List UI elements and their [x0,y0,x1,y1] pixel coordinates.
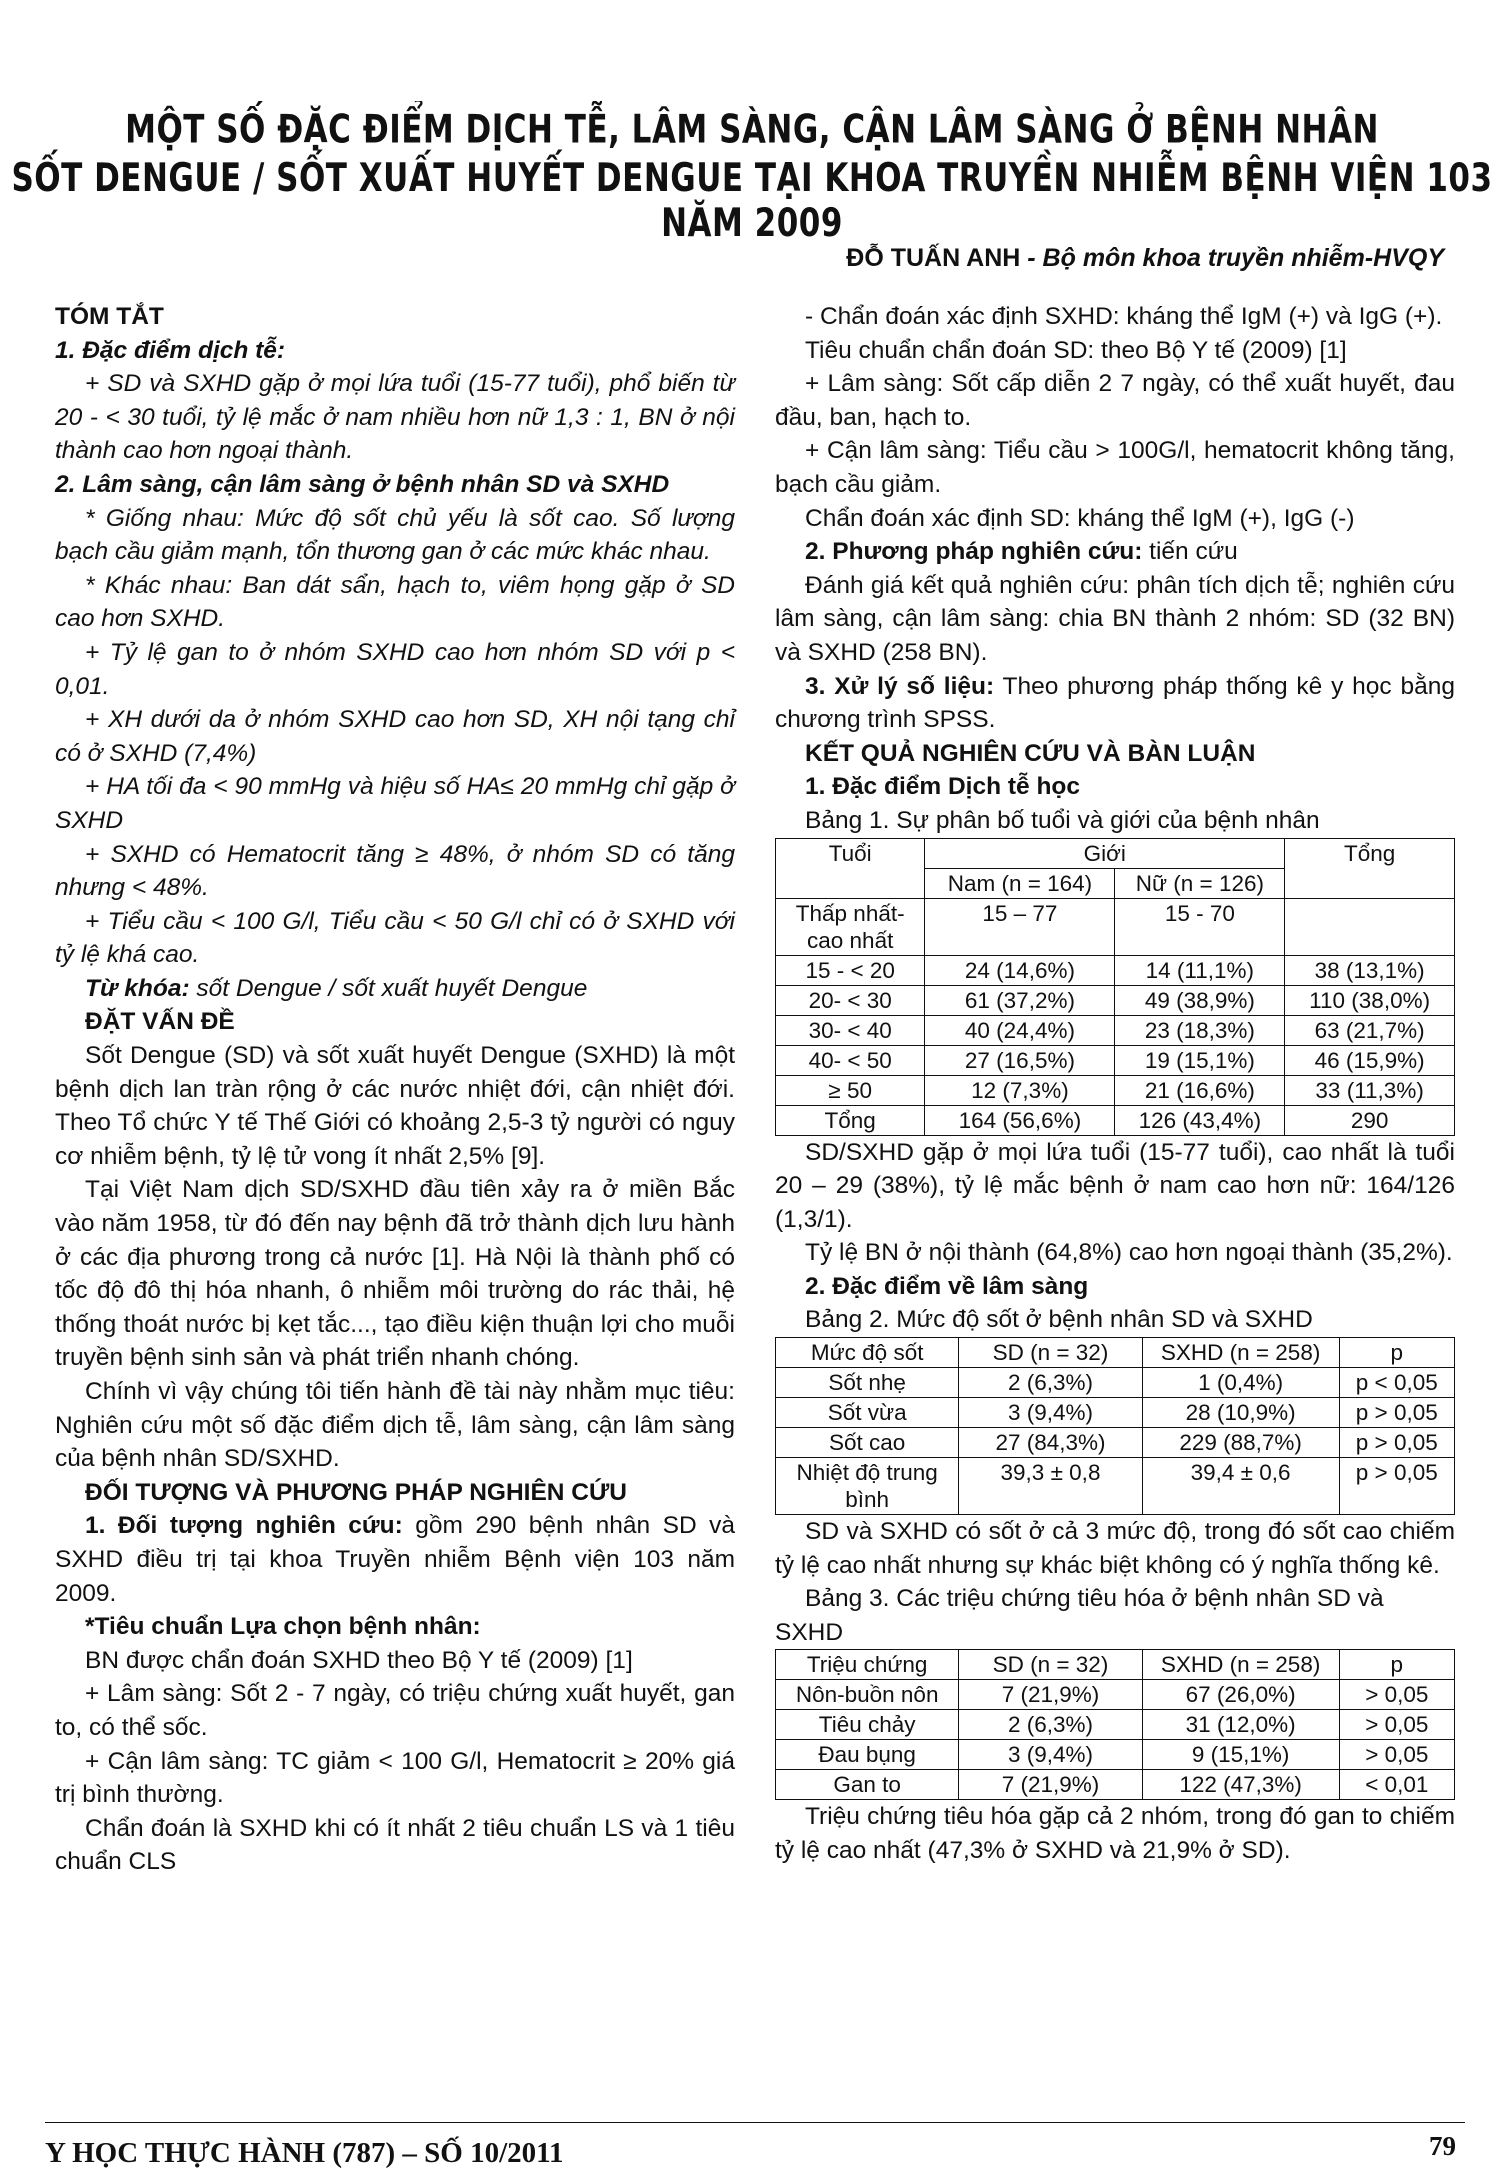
table-header-cell: p [1339,1338,1454,1368]
table-row [776,985,1455,1015]
table-row [776,1710,1455,1740]
table-cell: 39,3 ± 0,8 [959,1458,1142,1515]
paragraph: Triệu chứng tiêu hóa gặp cả 2 nhóm, trong đó gan to chiếm tỷ lệ cao nhất (47,3% ở SXHD và 21,9% ở SD). [775,1803,1455,1865]
table-cell: 21 (16,6%) [1115,1075,1285,1105]
table-row [776,1105,1455,1135]
table-cell: 14 (11,1%) [1115,955,1285,985]
table-2 [775,1337,1455,1515]
table-cell: Gan to [776,1770,959,1800]
table-cell: 2 (6,3%) [959,1368,1142,1398]
bold-lead: 2. Phương pháp nghiên cứu: [805,538,1143,566]
table-cell: 23 (18,3%) [1115,1015,1285,1045]
table-header-row [776,1338,1455,1368]
right-mid-text-1 [775,1136,1455,1304]
table-header-cell: SD (n = 32) [959,1338,1142,1368]
author [846,244,1444,273]
table-cell: > 0,05 [1339,1710,1454,1740]
paragraph: ĐẶT VẤN ĐỀ [85,1008,235,1036]
table-cell: ≥ 50 [776,1075,925,1105]
paragraph: KẾT QUẢ NGHIÊN CỨU VÀ BÀN LUẬN [805,739,1256,767]
table-cell: p > 0,05 [1339,1428,1454,1458]
table-cell: Đau bụng [776,1740,959,1770]
table-row [776,1075,1455,1105]
table-cell: 20- < 30 [776,985,925,1015]
table-cell: 49 (38,9%) [1115,985,1285,1015]
paragraph: * Khác nhau: Ban dát sẩn, hạch to, viêm họng gặp ở SD cao hơn SXHD. [55,571,735,633]
table-cell: 30- < 40 [776,1015,925,1045]
paragraph: TÓM TẮT [55,303,164,330]
paragraph: BN được chẩn đoán SXHD theo Bộ Y tế (2009) [1] [85,1646,633,1674]
paragraph: SD và SXHD có sốt ở cả 3 mức độ, trong đó sốt cao chiếm tỷ lệ cao nhất nhưng sự khác biệt không có ý nghĩa thống kê. [775,1518,1455,1579]
table-cell: 63 (21,7%) [1285,1015,1455,1045]
paragraph: *Tiêu chuẩn Lựa chọn bệnh nhân: [85,1613,481,1641]
paragraph: - Chẩn đoán xác định SXHD: kháng thể IgM (+) và IgG (+). [805,303,1443,330]
table-row [776,1770,1455,1800]
paragraph: + SD và SXHD gặp ở mọi lứa tuổi (15-77 tuổi), phổ biến từ 20 - < 30 tuổi, tỷ lệ mắc ở nam nhiều hơn nữ 1,3 : 1, BN ở nội thành cao hơn ngoại thành. [55,370,735,465]
table-header-cell: p [1339,1650,1454,1680]
table-header-cell: SD (n = 32) [959,1650,1142,1680]
table-row [776,1368,1455,1398]
table-row [776,1740,1455,1770]
paragraph: + Tỷ lệ gan to ở nhóm SXHD cao hơn nhóm SD với p < 0,01. [55,638,735,700]
table-cell: 126 (43,4%) [1115,1105,1285,1135]
paragraph: Đánh giá kết quả nghiên cứu: phân tích dịch tễ; nghiên cứu lâm sàng, cận lâm sàng: chia BN thành 2 nhóm: SD (32 BN) và SXHD (258 BN). [775,571,1455,666]
paragraph: Chính vì vậy chúng tôi tiến hành đề tài này nhằm mục tiêu: Nghiên cứu một số đặc điểm dịch tễ, lâm sàng, cận lâm sàng của bệnh nhân SD/SXHD. [55,1378,735,1473]
table-header-cell: Triệu chứng [776,1650,959,1680]
bold-lead: 1. Đối tượng nghiên cứu: [85,1512,403,1540]
paragraph: Chẩn đoán là SXHD khi có ít nhất 2 tiêu chuẩn LS và 1 tiêu chuẩn CLS [55,1814,735,1876]
paragraph: Tỷ lệ BN ở nội thành (64,8%) cao hơn ngoại thành (35,2%). [805,1239,1453,1267]
right-top-text [775,300,1455,804]
table-cell: 33 (11,3%) [1285,1075,1455,1105]
table-cell: Nhiệt độ trung bình [776,1458,959,1515]
table-cell: 27 (84,3%) [959,1428,1142,1458]
table-cell: 15 - < 20 [776,955,925,985]
table-cell: 40 (24,4%) [925,1015,1115,1045]
paragraph: + SXHD có Hematocrit tăng ≥ 48%, ở nhóm SD có tăng nhưng < 48%. [55,840,735,902]
left-column [55,300,735,1879]
bold-lead: 3. Xử lý số liệu: [805,672,995,700]
paragraph-text: tiến cứu [1142,538,1238,566]
table-3 [775,1649,1455,1800]
table-header-cell: SXHD (n = 258) [1142,1650,1339,1680]
paragraph: + HA tối đa < 90 mmHg và hiệu số HA≤ 20 mmHg chỉ gặp ở SXHD [55,773,735,834]
table-cell: Tiêu chảy [776,1710,959,1740]
table-header-cell: Mức độ sốt [776,1338,959,1368]
table-cell: 46 (15,9%) [1285,1045,1455,1075]
paragraph [55,1509,735,1610]
author-name: ĐỖ TUẤN ANH [846,244,1021,272]
paragraph: ĐỐI TƯỢNG VÀ PHƯƠNG PHÁP NGHIÊN CỨU [85,1478,628,1506]
paragraph: + Tiểu cầu < 100 G/l, Tiểu cầu < 50 G/l chỉ có ở SXHD với tỷ lệ khá cao. [55,907,735,969]
paragraph: 2. Lâm sàng, cận lâm sàng ở bệnh nhân SD và SXHD [55,470,670,498]
table-cell: 19 (15,1%) [1115,1045,1285,1075]
table-cell: < 0,01 [1339,1770,1454,1800]
table-cell: 3 (9,4%) [959,1740,1142,1770]
paragraph: + Cận lâm sàng: Tiểu cầu > 100G/l, hematocrit không tăng, bạch cầu giảm. [775,437,1455,498]
paragraph-text: sốt Dengue / sốt xuất huyết Dengue [189,974,588,1002]
table2-caption: Bảng 2. Mức độ sốt ở bệnh nhân SD và SXHD [805,1306,1313,1334]
paragraph: + Lâm sàng: Sốt cấp diễn 2 7 ngày, có thể xuất huyết, đau đầu, ban, hạch to. [775,370,1455,431]
table-cell: 2 (6,3%) [959,1710,1142,1740]
paragraph [775,670,1455,737]
table-cell [1285,898,1455,955]
paragraph: + Lâm sàng: Sốt 2 - 7 ngày, có triệu chứng xuất huyết, gan to, có thể sốc. [55,1680,735,1741]
table-cell: 9 (15,1%) [1142,1740,1339,1770]
paragraph: 1. Đặc điểm Dịch tễ học [805,773,1081,801]
right-column [775,300,1455,1868]
paragraph: Tiêu chuẩn chẩn đoán SD: theo Bộ Y tế (2009) [1] [805,336,1347,364]
table1-header-male: Nam (n = 164) [925,868,1115,898]
table-cell: > 0,05 [1339,1680,1454,1710]
table3-caption: Bảng 3. Các triệu chứng tiêu hóa ở bệnh nhân SD và SXHD [775,1585,1384,1646]
table-cell: 39,4 ± 0,6 [1142,1458,1339,1515]
table-header-row [776,1650,1455,1680]
table-row [776,1045,1455,1075]
table-cell: 40- < 50 [776,1045,925,1075]
paragraph: Sốt Dengue (SD) và sốt xuất huyết Dengue (SXHD) là một bệnh dịch lan tràn rộng ở các nước nhiệt đới, cận nhiệt đới. Theo Tổ chức Y tế Thế Giới có khoảng 2,5-3 tỷ người có nguy cơ nhiễm bệnh, tỷ lệ tử vong ít nhất 2,5% [9]. [55,1042,735,1170]
table-cell: p > 0,05 [1339,1458,1454,1515]
paragraph: * Giống nhau: Mức độ sốt chủ yếu là sốt cao. Số lượng bạch cầu giảm mạnh, tổn thương gan ở các mức khác nhau. [55,504,735,566]
table-header-cell: SXHD (n = 258) [1142,1338,1339,1368]
table-cell: 31 (12,0%) [1142,1710,1339,1740]
table-row [776,898,1455,955]
table-cell: 67 (26,0%) [1142,1680,1339,1710]
table-row [776,955,1455,985]
table1-header-total: Tổng [1285,838,1455,898]
author-affiliation: - Bộ môn khoa truyền nhiễm-HVQY [1020,244,1444,272]
table-cell: 38 (13,1%) [1285,955,1455,985]
table-cell: 28 (10,9%) [1142,1398,1339,1428]
paragraph [775,535,1455,569]
table-cell: 12 (7,3%) [925,1075,1115,1105]
table-cell: Sốt vừa [776,1398,959,1428]
table-row [776,1428,1455,1458]
journal-footer: Y HỌC THỰC HÀNH (787) – SỐ 10/2011 [45,2137,564,2169]
paragraph: SD/SXHD gặp ở mọi lứa tuổi (15-77 tuổi), cao nhất là tuổi 20 – 29 (38%), tỷ lệ mắc bệnh ở nam cao hơn nữ: 164/126 (1,3/1). [775,1138,1455,1233]
right-mid-text-2 [775,1515,1455,1582]
table-row [776,1680,1455,1710]
right-bottom-text [775,1800,1455,1867]
paragraph: 2. Đặc điểm về lâm sàng [805,1272,1089,1300]
table-cell: 122 (47,3%) [1142,1770,1339,1800]
bold-lead: Từ khóa: [85,974,190,1002]
table-row [776,1458,1455,1515]
paragraph: 1. Đặc điểm dịch tễ: [55,336,286,364]
paragraph-text: gồm 290 bệnh nhân SD và SXHD điều trị tại khoa Truyền nhiễm Bệnh viện 103 năm 2009. [55,1512,735,1607]
page-number: 79 [1429,2131,1456,2161]
table-cell: 1 (0,4%) [1142,1368,1339,1398]
table-cell: 164 (56,6%) [925,1105,1115,1135]
table-cell: 229 (88,7%) [1142,1428,1339,1458]
table-cell: Sốt cao [776,1428,959,1458]
table1-header-female: Nữ (n = 126) [1115,868,1285,898]
paragraph: + Cận lâm sàng: TC giảm < 100 G/l, Hematocrit ≥ 20% giá trị bình thường. [55,1747,735,1809]
table-cell: 290 [1285,1105,1455,1135]
table-cell: > 0,05 [1339,1740,1454,1770]
table-cell: 3 (9,4%) [959,1398,1142,1428]
paragraph: + XH dưới da ở nhóm SXHD cao hơn SD, XH nội tạng chỉ có ở SXHD (7,4%) [55,706,735,767]
table-cell: p > 0,05 [1339,1398,1454,1428]
table-cell: Sốt nhẹ [776,1368,959,1398]
table-cell: 110 (38,0%) [1285,985,1455,1015]
table-cell: 15 - 70 [1115,898,1285,955]
table1-header-age: Tuổi [776,838,925,898]
table1-header-sex: Giới [925,838,1285,868]
title-line-2: SỐT DENGUE / SỐT XUẤT HUYẾT DENGUE TẠI KHOA TRUYỀN NHIỄM BỆNH VIỆN 103 NĂM 2009 [11,156,1493,246]
paragraph: Chẩn đoán xác định SD: kháng thể IgM (+), IgG (-) [805,504,1355,532]
table-cell: p < 0,05 [1339,1368,1454,1398]
table-cell: 24 (14,6%) [925,955,1115,985]
title-line-1: MỘT SỐ ĐẶC ĐIỂM DỊCH TỄ, LÂM SÀNG, CẬN LÂM SÀNG Ở BỆNH NHÂN [125,107,1379,153]
footer-divider [45,2122,1465,2123]
table-cell: Tổng [776,1105,925,1135]
paragraph: Tại Việt Nam dịch SD/SXHD đầu tiên xảy ra ở miền Bắc vào năm 1958, từ đó đến nay bệnh đã trở thành dịch lưu hành ở các địa phương trong cả nước [1]. Hà Nội là thành phố có tốc độ đô thị hóa nhanh, ô nhiễm môi trường do rác thải, hệ thống thoát nước bị kẹt tắc..., tạo điều kiện thuận lợi cho muỗi truyền bệnh sinh sản và phát triển nhanh chóng. [55,1176,735,1372]
table-cell: 7 (21,9%) [959,1770,1142,1800]
table-row [776,1015,1455,1045]
table-cell: 27 (16,5%) [925,1045,1115,1075]
table-cell: 61 (37,2%) [925,985,1115,1015]
table-cell: 7 (21,9%) [959,1680,1142,1710]
table-cell: 15 – 77 [925,898,1115,955]
paragraph [55,972,735,1006]
table-cell: Thấp nhất-cao nhất [776,898,925,955]
table-1 [775,838,1455,1136]
table-cell: Nôn-buồn nôn [776,1680,959,1710]
paragraph-text: Theo phương pháp thống kê y học bằng chương trình SPSS. [775,672,1455,734]
table-row [776,1398,1455,1428]
table1-caption: Bảng 1. Sự phân bố tuổi và giới của bệnh nhân [805,806,1320,834]
